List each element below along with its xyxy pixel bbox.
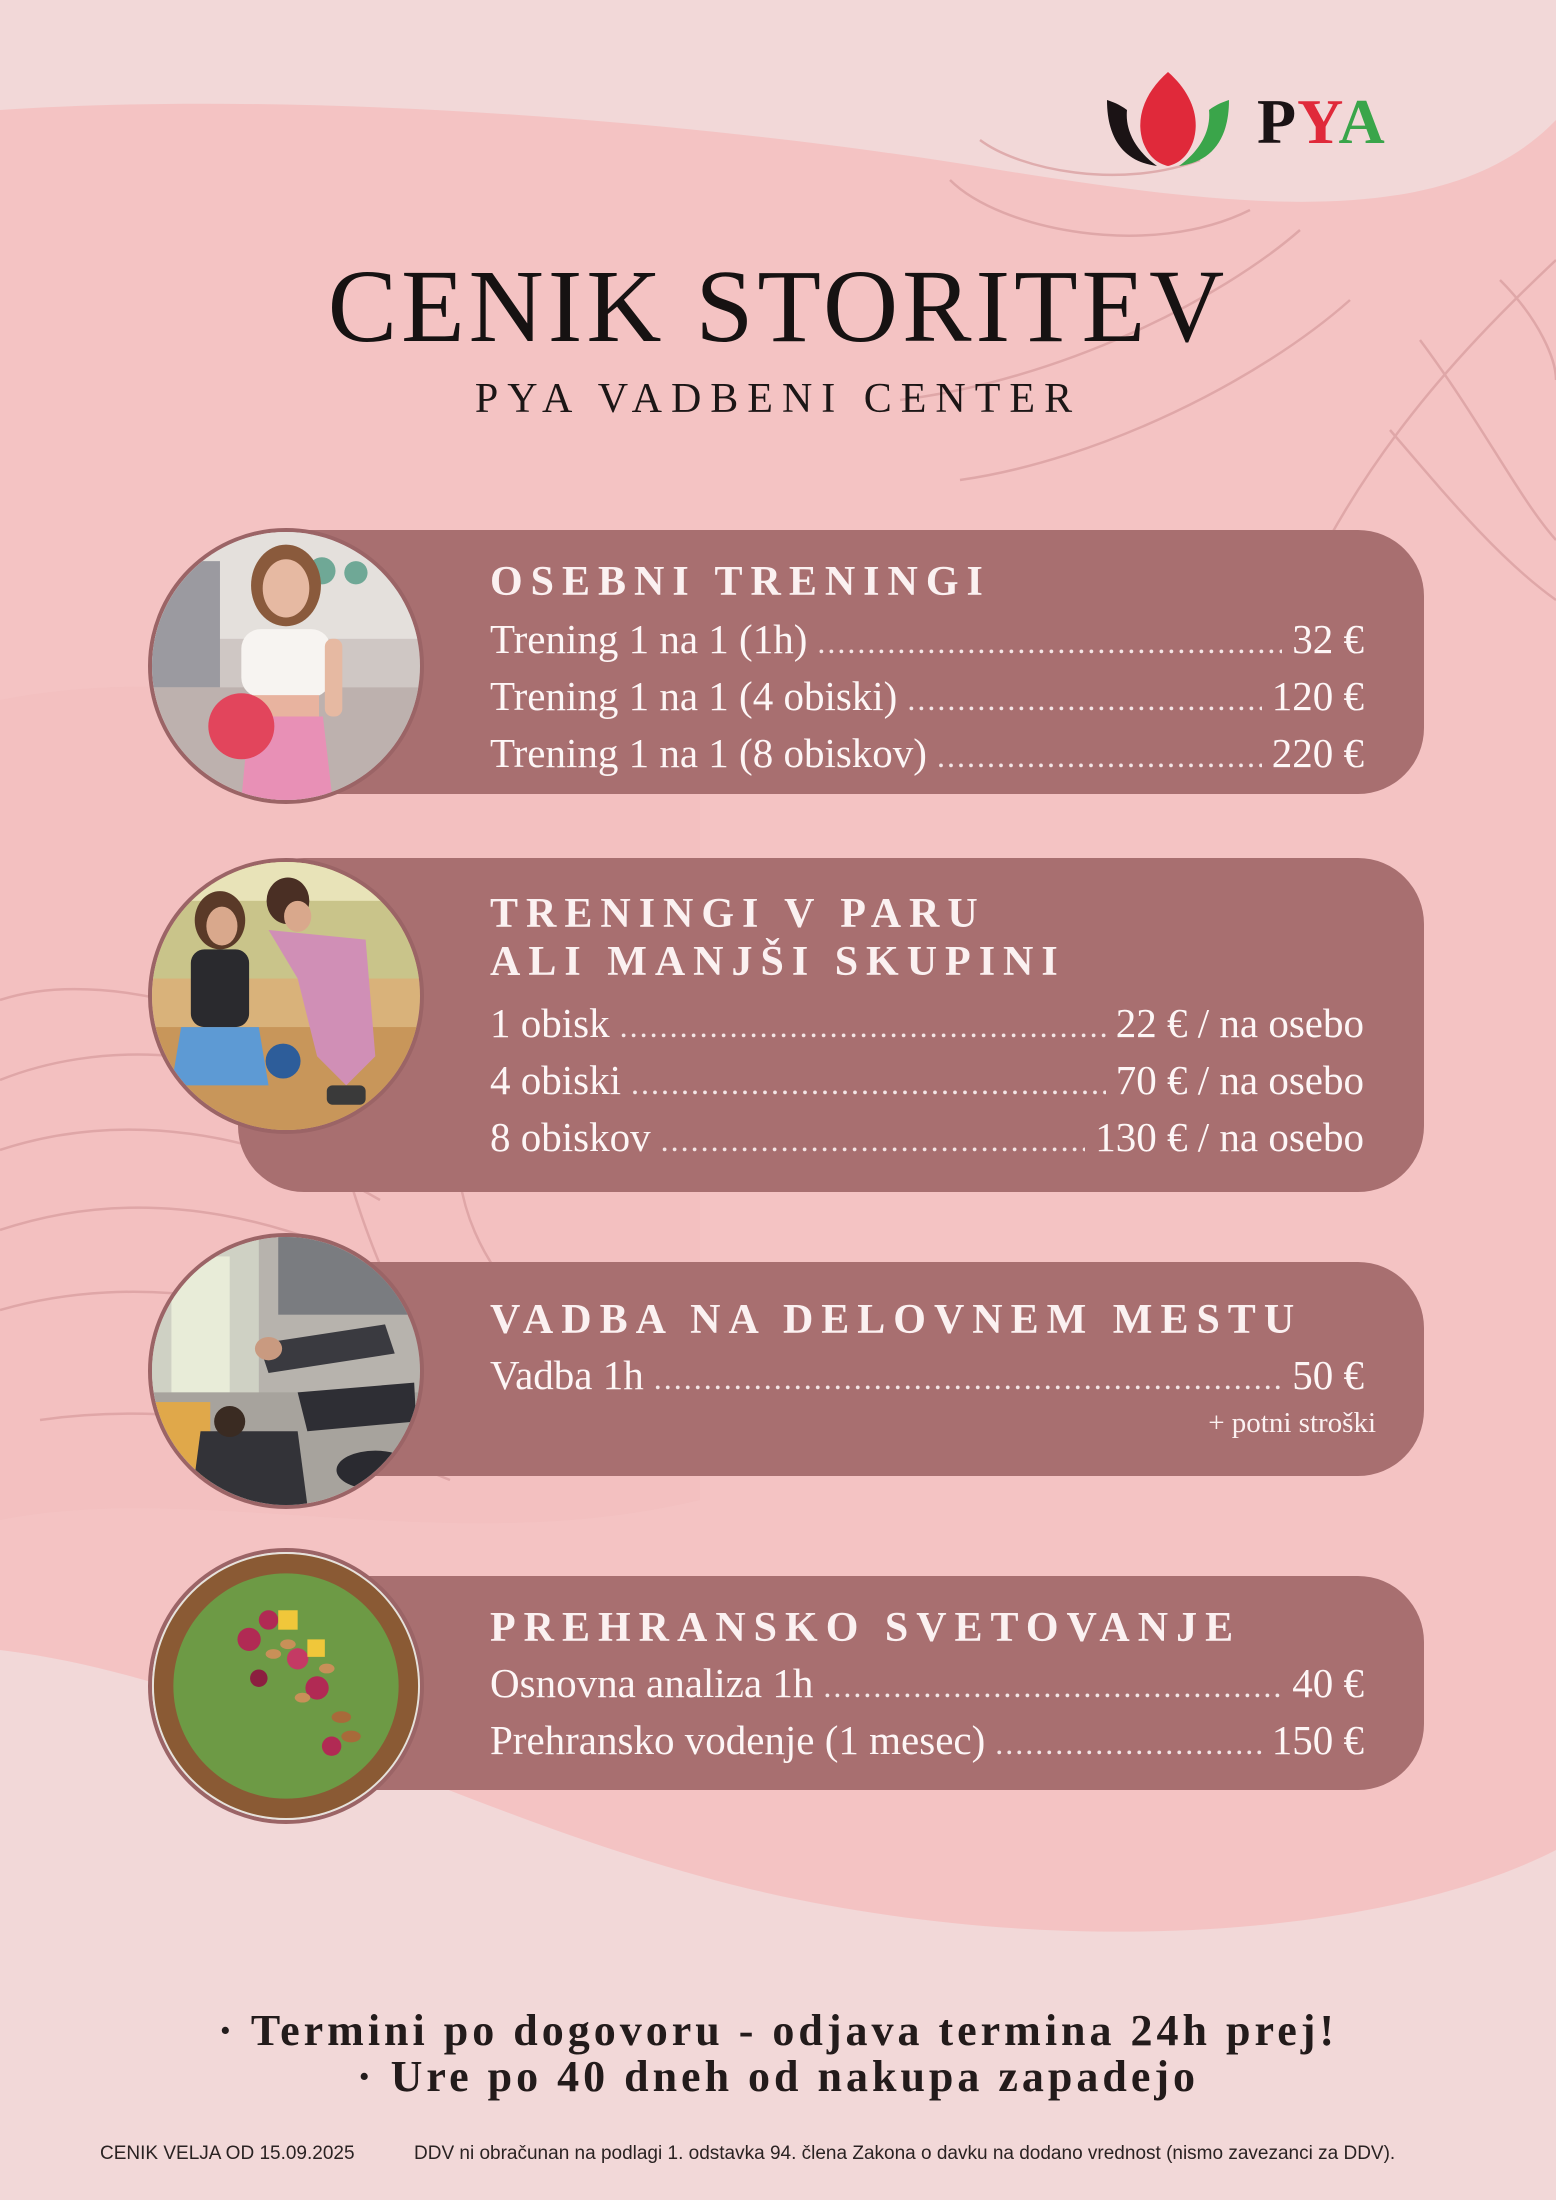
price-row-label: 4 obiski <box>490 1057 621 1103</box>
price-row-label: Trening 1 na 1 (1h) <box>490 616 808 662</box>
section-title-line-2: ALI MANJŠI SKUPINI <box>490 939 1066 985</box>
pya-logo <box>1105 70 1405 170</box>
group-exercise-photo <box>148 1233 424 1509</box>
dot-leader <box>907 672 1261 726</box>
price-row <box>490 1110 1364 1167</box>
section-title: VADBA NA DELOVNEM MESTU <box>490 1297 1303 1343</box>
price-row <box>490 1713 1364 1770</box>
woman-with-ball-photo <box>148 528 424 804</box>
vat-note: DDV ni obračunan na podlagi 1. odstavka 94. člena Zakona o davku na dodano vrednost (nismo zavezanci za DDV). <box>414 2143 1396 2164</box>
dot-leader <box>661 1113 1086 1167</box>
section-title-line-1: TRENINGI V PARU <box>490 891 986 937</box>
price-row <box>490 1053 1364 1110</box>
price-row <box>490 996 1364 1053</box>
price-row <box>490 1348 1364 1405</box>
price-row-label: Osnovna analiza 1h <box>490 1660 814 1706</box>
page-subtitle: PYA VADBENI CENTER <box>474 376 1082 422</box>
validity-note: CENIK VELJA OD 15.09.2025 <box>100 2143 355 2164</box>
section-title: PREHRANSKO SVETOVANJE <box>490 1605 1242 1651</box>
lotus-logo-icon <box>1105 70 1231 170</box>
price-row-label: Prehransko vodenje (1 mesec) <box>490 1717 986 1763</box>
section-title: OSEBNI TRENINGI <box>490 559 991 605</box>
price-row-label: 8 obiskov <box>490 1114 651 1160</box>
price-value: 32 € <box>1292 616 1364 662</box>
price-value: 40 € <box>1292 1660 1364 1706</box>
dot-leader <box>823 1659 1282 1713</box>
terms-notes <box>0 2008 1556 2100</box>
price-value: 50 € <box>1292 1352 1364 1398</box>
kettlebell-training-photo <box>148 858 424 1134</box>
price-row <box>490 669 1364 726</box>
smoothie-bowl-photo <box>148 1548 424 1824</box>
price-value: 130 € / na osebo <box>1095 1114 1364 1160</box>
dot-leader <box>937 729 1262 783</box>
terms-note-2: · Ure po 40 dneh od nakupa zapadejo <box>356 2052 1200 2101</box>
price-value: 22 € / na osebo <box>1115 1000 1364 1046</box>
dot-leader <box>654 1351 1283 1405</box>
terms-note-1: · Termini po dogovoru - odjava termina 24h prej! <box>217 2006 1339 2055</box>
price-row-label: Trening 1 na 1 (4 obiski) <box>490 673 898 719</box>
price-value: 220 € <box>1271 730 1364 776</box>
price-row-label: Vadba 1h <box>490 1352 644 1398</box>
price-row-label: Trening 1 na 1 (8 obiskov) <box>490 730 927 776</box>
dot-leader <box>817 615 1282 669</box>
price-row <box>490 612 1364 669</box>
price-row-label: 1 obisk <box>490 1000 610 1046</box>
price-value: 70 € / na osebo <box>1115 1057 1364 1103</box>
price-row <box>490 1656 1364 1713</box>
page-title: CENIK STORITEV <box>327 249 1229 364</box>
dot-leader <box>995 1716 1262 1770</box>
travel-cost-note: + potni stroški <box>1208 1407 1376 1439</box>
price-row <box>490 726 1364 783</box>
logo-wordmark: PYA <box>1257 86 1386 157</box>
dot-leader <box>631 1056 1106 1110</box>
price-value: 150 € <box>1271 1717 1364 1763</box>
dot-leader <box>620 999 1106 1053</box>
price-value: 120 € <box>1271 673 1364 719</box>
